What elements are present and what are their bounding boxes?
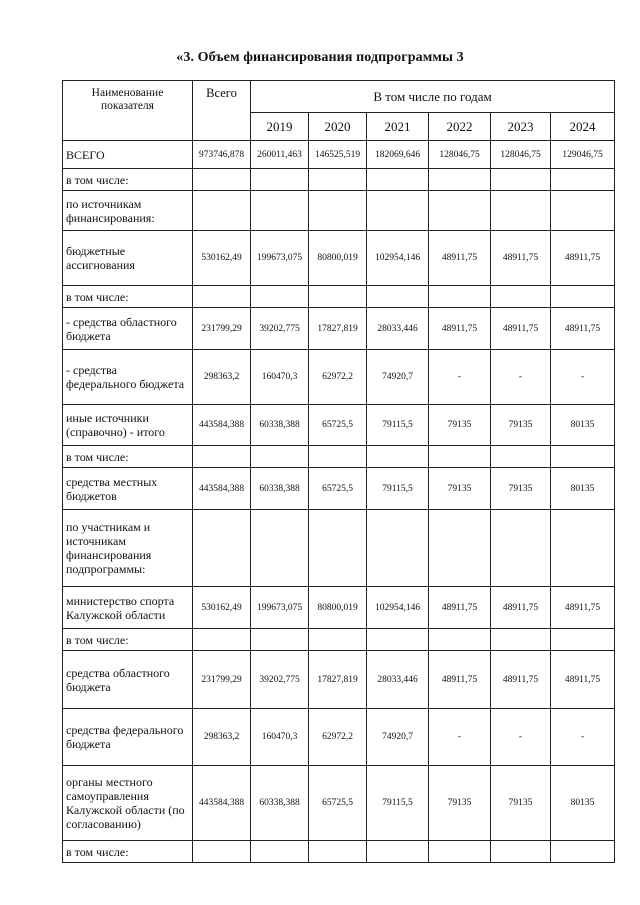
row-year-value-cell: 28033,446	[367, 308, 429, 350]
row-year-value-cell: 79115,5	[367, 468, 429, 510]
row-year-value-cell: -	[429, 350, 491, 405]
row-year-value-cell: 48911,75	[491, 308, 551, 350]
table-row	[63, 651, 615, 709]
row-year-value-cell: 128046,75	[429, 141, 491, 169]
table-body	[63, 81, 615, 863]
row-year-value-cell	[367, 446, 429, 468]
row-year-value-cell	[309, 169, 367, 191]
row-label-cell: средства местных бюджетов	[63, 468, 193, 510]
table-row	[63, 350, 615, 405]
row-label-cell: средства областного бюджета	[63, 651, 193, 709]
row-total-cell	[193, 446, 251, 468]
financing-table	[62, 80, 615, 863]
header-name-cell: Наименование показателя	[63, 81, 193, 141]
header-year-cell: 2023	[491, 113, 551, 141]
table-row	[63, 766, 615, 841]
header-year-cell: 2019	[251, 113, 309, 141]
row-year-value-cell: -	[551, 709, 615, 766]
row-year-value-cell	[367, 191, 429, 231]
table-row	[63, 446, 615, 468]
row-year-value-cell: 48911,75	[429, 587, 491, 629]
row-year-value-cell: 60338,388	[251, 405, 309, 446]
row-label-cell: по источникам финансирования:	[63, 191, 193, 231]
row-year-value-cell: 79135	[429, 468, 491, 510]
row-total-cell: 443584,388	[193, 766, 251, 841]
table-row	[63, 191, 615, 231]
row-year-value-cell: 74920,7	[367, 350, 429, 405]
row-year-value-cell	[491, 446, 551, 468]
row-year-value-cell: 48911,75	[551, 587, 615, 629]
row-label-cell: бюджетные ассигнования	[63, 231, 193, 286]
table-row	[63, 308, 615, 350]
row-year-value-cell	[551, 191, 615, 231]
row-label-cell: в том числе:	[63, 446, 193, 468]
row-total-cell: 231799,29	[193, 651, 251, 709]
row-year-value-cell	[367, 510, 429, 587]
row-label-cell: ВСЕГО	[63, 141, 193, 169]
row-year-value-cell: 74920,7	[367, 709, 429, 766]
row-year-value-cell	[429, 191, 491, 231]
row-year-value-cell: 199673,075	[251, 587, 309, 629]
row-total-cell: 231799,29	[193, 308, 251, 350]
row-year-value-cell	[367, 169, 429, 191]
row-year-value-cell: 80135	[551, 405, 615, 446]
row-year-value-cell: 48911,75	[429, 651, 491, 709]
row-total-cell: 298363,2	[193, 709, 251, 766]
row-year-value-cell: 260011,463	[251, 141, 309, 169]
row-year-value-cell	[491, 841, 551, 863]
row-year-value-cell: -	[429, 709, 491, 766]
row-year-value-cell	[251, 191, 309, 231]
row-year-value-cell	[491, 510, 551, 587]
row-total-cell	[193, 629, 251, 651]
row-year-value-cell: 39202,775	[251, 308, 309, 350]
row-year-value-cell	[251, 169, 309, 191]
row-year-value-cell	[429, 629, 491, 651]
row-year-value-cell: 160470,3	[251, 350, 309, 405]
row-year-value-cell	[491, 169, 551, 191]
header-years-group-cell: В том числе по годам	[251, 81, 615, 113]
row-year-value-cell: 79115,5	[367, 766, 429, 841]
row-year-value-cell: 128046,75	[491, 141, 551, 169]
header-year-cell: 2024	[551, 113, 615, 141]
row-year-value-cell	[309, 510, 367, 587]
page-title: «3. Объем финансирования подпрограммы 3	[176, 50, 464, 65]
row-year-value-cell: 79135	[491, 766, 551, 841]
row-total-cell	[193, 191, 251, 231]
row-year-value-cell	[251, 446, 309, 468]
row-year-value-cell: 65725,5	[309, 766, 367, 841]
row-label-cell: - средства областного бюджета	[63, 308, 193, 350]
row-year-value-cell	[429, 446, 491, 468]
row-year-value-cell	[491, 629, 551, 651]
row-label-cell: министерство спорта Калужской области	[63, 587, 193, 629]
row-total-cell	[193, 169, 251, 191]
row-year-value-cell: 48911,75	[551, 231, 615, 286]
row-year-value-cell: 48911,75	[551, 308, 615, 350]
row-year-value-cell	[251, 841, 309, 863]
table-row	[63, 629, 615, 651]
row-year-value-cell	[551, 169, 615, 191]
table-row	[63, 510, 615, 587]
table-row	[63, 231, 615, 286]
row-year-value-cell	[551, 286, 615, 308]
row-label-cell: в том числе:	[63, 841, 193, 863]
row-year-value-cell	[251, 286, 309, 308]
row-year-value-cell: 80135	[551, 766, 615, 841]
header-year-cell: 2021	[367, 113, 429, 141]
row-year-value-cell	[551, 841, 615, 863]
row-label-cell: - средства федерального бюджета	[63, 350, 193, 405]
row-year-value-cell: 102954,146	[367, 587, 429, 629]
row-year-value-cell	[551, 629, 615, 651]
row-year-value-cell	[551, 446, 615, 468]
row-total-cell: 443584,388	[193, 405, 251, 446]
row-label-cell: в том числе:	[63, 629, 193, 651]
row-year-value-cell: 48911,75	[551, 651, 615, 709]
row-year-value-cell: 65725,5	[309, 468, 367, 510]
row-year-value-cell: 79115,5	[367, 405, 429, 446]
row-year-value-cell: 62972,2	[309, 709, 367, 766]
row-year-value-cell: 146525,519	[309, 141, 367, 169]
row-year-value-cell: 182069,646	[367, 141, 429, 169]
row-year-value-cell	[367, 286, 429, 308]
row-label-cell: в том числе:	[63, 169, 193, 191]
row-year-value-cell	[429, 286, 491, 308]
row-year-value-cell: 48911,75	[491, 231, 551, 286]
row-year-value-cell: 79135	[429, 405, 491, 446]
header-row	[63, 81, 615, 113]
table-row	[63, 587, 615, 629]
row-year-value-cell	[429, 841, 491, 863]
row-year-value-cell	[309, 841, 367, 863]
row-label-cell: органы местного самоуправления Калужской области (по согласованию)	[63, 766, 193, 841]
row-year-value-cell	[491, 191, 551, 231]
row-year-value-cell	[429, 510, 491, 587]
table-row	[63, 286, 615, 308]
row-year-value-cell: -	[491, 350, 551, 405]
row-year-value-cell	[309, 286, 367, 308]
row-total-cell: 530162,49	[193, 587, 251, 629]
row-year-value-cell: 28033,446	[367, 651, 429, 709]
row-year-value-cell: 80800,019	[309, 231, 367, 286]
table-row	[63, 468, 615, 510]
row-total-cell: 443584,388	[193, 468, 251, 510]
row-year-value-cell	[429, 169, 491, 191]
row-label-cell: иные источники (справочно) - итого	[63, 405, 193, 446]
row-year-value-cell: 60338,388	[251, 766, 309, 841]
row-year-value-cell: 48911,75	[429, 308, 491, 350]
row-year-value-cell: 48911,75	[429, 231, 491, 286]
row-year-value-cell	[251, 629, 309, 651]
row-year-value-cell	[309, 446, 367, 468]
row-year-value-cell: 17827,819	[309, 308, 367, 350]
row-label-cell: по участникам и источникам финансирования подпрограммы:	[63, 510, 193, 587]
table-row	[63, 709, 615, 766]
row-year-value-cell	[251, 510, 309, 587]
row-year-value-cell: 79135	[429, 766, 491, 841]
table-row	[63, 141, 615, 169]
row-year-value-cell: 79135	[491, 468, 551, 510]
row-year-value-cell	[309, 629, 367, 651]
row-year-value-cell: 199673,075	[251, 231, 309, 286]
row-total-cell: 973746,878	[193, 141, 251, 169]
table-row	[63, 841, 615, 863]
row-year-value-cell: 48911,75	[491, 587, 551, 629]
row-year-value-cell	[309, 191, 367, 231]
row-year-value-cell	[367, 841, 429, 863]
header-year-cell: 2020	[309, 113, 367, 141]
row-year-value-cell: 80135	[551, 468, 615, 510]
row-year-value-cell: -	[551, 350, 615, 405]
row-total-cell	[193, 841, 251, 863]
row-total-cell: 298363,2	[193, 350, 251, 405]
row-year-value-cell: 17827,819	[309, 651, 367, 709]
row-year-value-cell: 60338,388	[251, 468, 309, 510]
row-year-value-cell	[551, 510, 615, 587]
row-year-value-cell: 48911,75	[491, 651, 551, 709]
row-year-value-cell: 65725,5	[309, 405, 367, 446]
row-year-value-cell: 160470,3	[251, 709, 309, 766]
table-row	[63, 169, 615, 191]
row-year-value-cell	[491, 286, 551, 308]
row-label-cell: в том числе:	[63, 286, 193, 308]
row-label-cell: средства федерального бюджета	[63, 709, 193, 766]
row-total-cell	[193, 286, 251, 308]
row-year-value-cell	[367, 629, 429, 651]
row-year-value-cell: 80800,019	[309, 587, 367, 629]
header-year-cell: 2022	[429, 113, 491, 141]
row-year-value-cell: 129046,75	[551, 141, 615, 169]
row-total-cell	[193, 510, 251, 587]
header-total-cell: Всего	[193, 81, 251, 141]
table-row	[63, 405, 615, 446]
row-total-cell: 530162,49	[193, 231, 251, 286]
row-year-value-cell: 79135	[491, 405, 551, 446]
row-year-value-cell: -	[491, 709, 551, 766]
row-year-value-cell: 39202,775	[251, 651, 309, 709]
row-year-value-cell: 62972,2	[309, 350, 367, 405]
row-year-value-cell: 102954,146	[367, 231, 429, 286]
